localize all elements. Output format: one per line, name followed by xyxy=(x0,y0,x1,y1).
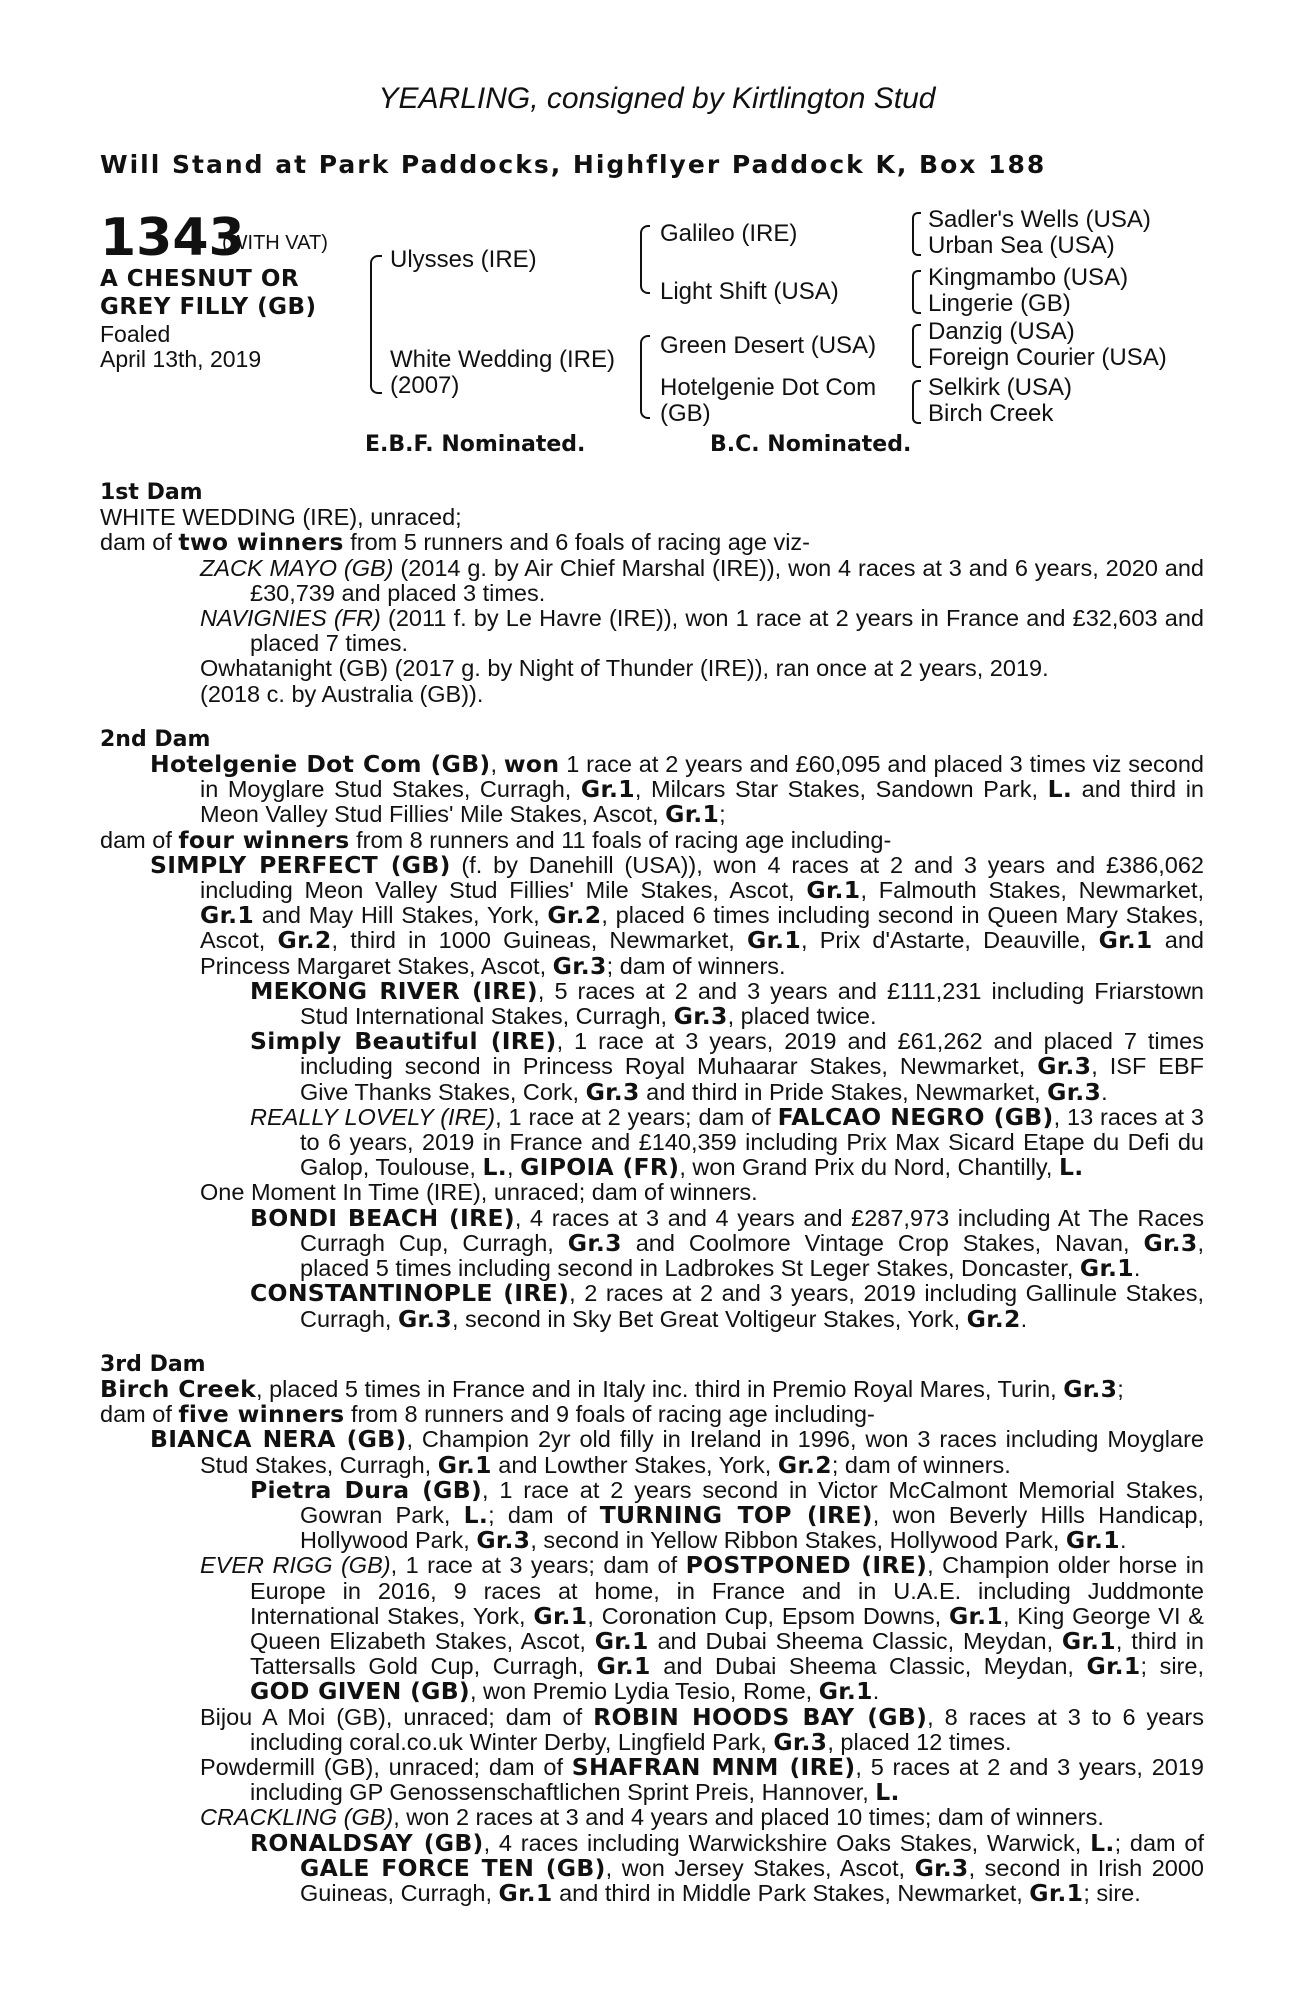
dam: White Wedding (IRE) xyxy=(390,346,615,373)
sire-dam: Light Shift (USA) xyxy=(660,278,839,305)
produce-entry: (2018 c. by Australia (GB)). xyxy=(200,680,484,707)
first-dam-summary: dam of two winners from 5 runners and 6 foals of racing age viz- xyxy=(100,528,811,557)
pedigree-g6: Foreign Courier (USA) xyxy=(928,344,1167,371)
location-line: Will Stand at Park Paddocks, Highflyer Paddock K, Box 188 xyxy=(100,150,1047,179)
produce-entry: RONALDSAY (GB), 4 races including Warwickshire Oaks Stakes, Warwick, L.; dam of GALE FORCE TEN (GB), won Jersey Stakes, Ascot, Gr.3, second in Irish 2000 Guineas, Curragh, Gr.1 and third in Middle Park Stakes, Newmarket, Gr.1; sire. xyxy=(250,1828,1204,1907)
produce-entry: NAVIGNIES (FR) (2011 f. by Le Havre (IRE)), won 1 race at 2 years in France and £32,603 and placed 7 times. xyxy=(200,605,1204,657)
horse-description-2: GREY FILLY (GB) xyxy=(100,294,317,320)
third-dam-summary: dam of five winners from 8 runners and 9 foals of racing age including- xyxy=(100,1400,875,1429)
produce-entry: REALLY LOVELY (IRE), 1 race at 2 years; dam of FALCAO NEGRO (GB), 13 races at 3 to 6 years, 2019 in France and £140,359 including Prix Max Sicard Etape du Defi du Galop, Toulouse, L., GIPOIA (FR), won Grand Prix du Nord, Chantilly, L. xyxy=(250,1102,1205,1182)
produce-entry: Simply Beautiful (IRE), 1 race at 3 years, 2019 and £61,262 and placed 7 times including second in Princess Royal Muhaarar Stakes, Newmarket, Gr.3, ISF EBF Give Thanks Stakes, Cork, Gr.3 and third in Pride Stakes, Newmarket, Gr.3. xyxy=(250,1027,1205,1106)
horse-description-1: A CHESNUT OR xyxy=(100,266,300,292)
page-title: YEARLING, consigned by Kirtlington Stud xyxy=(378,82,936,115)
produce-entry: BONDI BEACH (IRE), 4 races at 3 and 4 years and £287,973 including At The Races Curragh Cup, Curragh, Gr.3 and Coolmore Vintage Crop Stakes, Navan, Gr.3, placed 5 times including second in Ladbrokes St Leger Stakes, Doncaster, Gr.1. xyxy=(250,1203,1205,1283)
pedigree-g2: Urban Sea (USA) xyxy=(928,232,1115,259)
pedigree-g1: Sadler's Wells (USA) xyxy=(928,206,1151,233)
pedigree-brace-3 xyxy=(640,335,650,419)
second-dam-heading: 2nd Dam xyxy=(100,726,211,752)
produce-entry: EVER RIGG (GB), 1 race at 3 years; dam of POSTPONED (IRE), Champion older horse in Europe in 2016, 9 races at home, in France and in U.A.E. including Juddmonte International Stakes, York, Gr.1, Coronation Cup, Epsom Downs, Gr.1, King George VI & Queen Elizabeth Stakes, Ascot, Gr.1 and Dubai Sheema Classic, Meydan, Gr.1, third in Tattersalls Gold Cup, Curragh, Gr.1 and Dubai Sheema Classic, Meydan, Gr.1; sire, GOD GIVEN (GB), won Premio Lydia Tesio, Rome, Gr.1. xyxy=(200,1551,1205,1706)
second-dam-line: Hotelgenie Dot Com (GB), won 1 race at 2 years and £60,095 and placed 3 times viz second in Moyglare Stud Stakes, Curragh, Gr.1, Milcars Star Stakes, Sandown Park, L. and third in Meon Valley Stud Fillies' Mile Stakes, Ascot, Gr.1; xyxy=(150,750,1204,829)
pedigree-g4: Lingerie (GB) xyxy=(928,290,1071,317)
produce-entry: Pietra Dura (GB), 1 race at 2 years second in Victor McCalmont Memorial Stakes, Gowran Park, L.; dam of TURNING TOP (IRE), won Beverly Hills Handicap, Hollywood Park, Gr.3, second in Yellow Ribbon Stakes, Hollywood Park, Gr.1. xyxy=(250,1475,1204,1555)
third-dam-line: Birch Creek, placed 5 times in France and in Italy inc. third in Premio Royal Mares, Turin, Gr.3; xyxy=(100,1374,1124,1403)
dam-dam-country: (GB) xyxy=(660,400,711,427)
produce-entry: Owhatanight (GB) (2017 g. by Night of Thunder (IRE)), ran once at 2 years, 2019. xyxy=(200,655,1049,682)
pedigree-brace-7 xyxy=(912,380,921,424)
sire: Ulysses (IRE) xyxy=(390,246,537,273)
pedigree-g8: Birch Creek xyxy=(928,400,1054,427)
second-dam-summary: dam of four winners from 8 runners and 11 foals of racing age including- xyxy=(100,825,892,854)
lot-number: 1343 xyxy=(100,208,245,268)
bc-nominated: B.C. Nominated. xyxy=(710,432,912,457)
dam-year: (2007) xyxy=(390,372,460,399)
pedigree-g5: Danzig (USA) xyxy=(928,318,1075,345)
first-dam-line: WHITE WEDDING (IRE), unraced; xyxy=(100,504,462,531)
first-dam-heading: 1st Dam xyxy=(100,480,203,505)
produce-entry: BIANCA NERA (GB), Champion 2yr old filly in Ireland in 1996, won 3 races including Moyglare Stud Stakes, Curragh, Gr.1 and Lowther Stakes, York, Gr.2; dam of winners. xyxy=(150,1425,1204,1479)
foaled-date: April 13th, 2019 xyxy=(100,346,262,372)
produce-entry: ZACK MAYO (GB) (2014 g. by Air Chief Marshal (IRE)), won 4 races at 3 and 6 years, 2020 and £30,739 and placed 3 times. xyxy=(200,554,1205,606)
produce-entry: One Moment In Time (IRE), unraced; dam of winners. xyxy=(200,1179,758,1206)
pedigree-brace-4 xyxy=(912,212,921,256)
produce-entry: CRACKLING (GB), won 2 races at 3 and 4 years and placed 10 times; dam of winners. xyxy=(200,1804,1104,1831)
catalogue-body xyxy=(100,480,1204,1906)
produce-entry: Bijou A Moi (GB), unraced; dam of ROBIN HOODS BAY (GB), 8 races at 3 to 6 years including coral.co.uk Winter Derby, Lingfield Park, Gr.3, placed 12 times. xyxy=(200,1702,1204,1756)
pedigree-brace-5 xyxy=(912,270,921,314)
pedigree-brace-1 xyxy=(370,255,382,394)
ebf-nominated: E.B.F. Nominated. xyxy=(365,432,586,457)
vat-note: (WITH VAT) xyxy=(222,232,328,254)
sire-sire: Galileo (IRE) xyxy=(660,220,798,247)
dam-dam: Hotelgenie Dot Com xyxy=(660,374,877,401)
produce-entry: SIMPLY PERFECT (GB) (f. by Danehill (USA)), won 4 races at 2 and 3 years and £386,062 including Meon Valley Stud Fillies' Mile Stakes, Ascot, Gr.1, Falmouth Stakes, Newmarket, Gr.1 and May Hill Stakes, York, Gr.2, placed 6 times including second in Queen Mary Stakes, Ascot, Gr.2, third in 1000 Guineas, Newmarket, Gr.1, Prix d'Astarte, Deauville, Gr.1 and Princess Margaret Stakes, Ascot, Gr.3; dam of winners. xyxy=(150,850,1205,980)
pedigree-brace-2 xyxy=(640,225,650,294)
produce-entry: Powdermill (GB), unraced; dam of SHAFRAN MNM (IRE), 5 races at 2 and 3 years, 2019 including GP Genossenschaftlichen Sprint Preis, Hannover, L. xyxy=(200,1752,1204,1807)
dam-sire: Green Desert (USA) xyxy=(660,332,877,359)
third-dam-heading: 3rd Dam xyxy=(100,1351,206,1377)
foaled-label: Foaled xyxy=(100,321,171,347)
pedigree-g3: Kingmambo (USA) xyxy=(928,264,1129,291)
pedigree-g7: Selkirk (USA) xyxy=(928,374,1073,401)
produce-entry: MEKONG RIVER (IRE), 5 races at 2 and 3 years and £111,231 including Friarstown Stud International Stakes, Curragh, Gr.3, placed twice. xyxy=(250,976,1204,1031)
pedigree-brace-6 xyxy=(912,324,921,368)
produce-entry: CONSTANTINOPLE (IRE), 2 races at 2 and 3 years, 2019 including Gallinule Stakes, Curragh, Gr.3, second in Sky Bet Great Voltigeur Stakes, York, Gr.2. xyxy=(250,1279,1204,1333)
